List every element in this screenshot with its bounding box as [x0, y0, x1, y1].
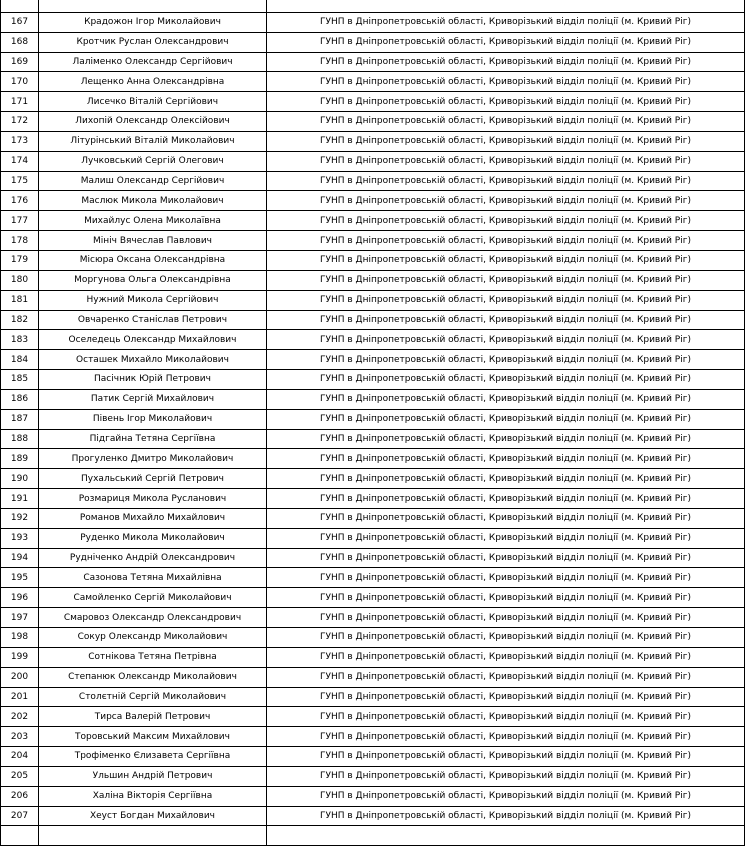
- row-number-cell: 169: [1, 52, 39, 72]
- row-number-cell: 167: [1, 12, 39, 32]
- unit-cell: ГУНП в Дніпропетровській області, Криворізький відділ поліції (м. Кривий Ріг): [267, 608, 745, 628]
- row-number-cell: 177: [1, 211, 39, 231]
- unit-cell: ГУНП в Дніпропетровській області, Криворізький відділ поліції (м. Кривий Ріг): [267, 449, 745, 469]
- full-name-cell: Торовський Максим Михайлович: [39, 727, 267, 747]
- full-name-cell: Сотнікова Тетяна Петрівна: [39, 647, 267, 667]
- row-number-cell: 204: [1, 747, 39, 767]
- row-number-cell: 174: [1, 151, 39, 171]
- full-name-cell: Степанюк Олександр Миколайович: [39, 667, 267, 687]
- full-name-cell: Самойленко Сергій Миколайович: [39, 588, 267, 608]
- row-number-cell: 173: [1, 131, 39, 151]
- table-row: [1, 429, 745, 449]
- unit-cell: ГУНП в Дніпропетровській області, Криворізький відділ поліції (м. Кривий Ріг): [267, 489, 745, 509]
- unit-cell: ГУНП в Дніпропетровській області, Криворізький відділ поліції (м. Кривий Ріг): [267, 112, 745, 132]
- full-name-cell: Руденко Микола Миколайович: [39, 528, 267, 548]
- full-name-cell: Мініч Вячеслав Павлович: [39, 231, 267, 251]
- full-name-cell: Кротчик Руслан Олександрович: [39, 32, 267, 52]
- unit-cell: ГУНП в Дніпропетровській області, Криворізький відділ поліції (м. Кривий Ріг): [267, 647, 745, 667]
- row-number-cell: 194: [1, 548, 39, 568]
- table-body: [1, 0, 745, 846]
- row-number-cell: [1, 0, 39, 12]
- unit-cell: ГУНП в Дніпропетровській області, Криворізький відділ поліції (м. Кривий Ріг): [267, 667, 745, 687]
- row-number-cell: 175: [1, 171, 39, 191]
- table-row-partial-bottom: [1, 826, 745, 846]
- row-number-cell: 179: [1, 250, 39, 270]
- unit-cell: ГУНП в Дніпропетровській області, Криворізький відділ поліції (м. Кривий Ріг): [267, 52, 745, 72]
- full-name-cell: Ульшин Андрій Петрович: [39, 766, 267, 786]
- unit-cell: [267, 826, 745, 846]
- full-name-cell: Смаровоз Олександр Олександрович: [39, 608, 267, 628]
- row-number-cell: 192: [1, 508, 39, 528]
- row-number-cell: 172: [1, 112, 39, 132]
- unit-cell: ГУНП в Дніпропетровській області, Криворізький відділ поліції (м. Кривий Ріг): [267, 310, 745, 330]
- table-row: [1, 727, 745, 747]
- row-number-cell: 199: [1, 647, 39, 667]
- full-name-cell: Сазонова Тетяна Михайлівна: [39, 568, 267, 588]
- unit-cell: ГУНП в Дніпропетровській області, Криворізький відділ поліції (м. Кривий Ріг): [267, 568, 745, 588]
- unit-cell: ГУНП в Дніпропетровській області, Криворізький відділ поліції (м. Кривий Ріг): [267, 191, 745, 211]
- unit-cell: ГУНП в Дніпропетровській області, Криворізький відділ поліції (м. Кривий Ріг): [267, 687, 745, 707]
- row-number-cell: 190: [1, 469, 39, 489]
- table-row: [1, 171, 745, 191]
- table-row: [1, 270, 745, 290]
- unit-cell: ГУНП в Дніпропетровській області, Криворізький відділ поліції (м. Кривий Ріг): [267, 528, 745, 548]
- row-number-cell: 184: [1, 350, 39, 370]
- full-name-cell: Крадожон Ігор Миколайович: [39, 12, 267, 32]
- full-name-cell: Лихопій Олександр Олексійович: [39, 112, 267, 132]
- table-row: [1, 191, 745, 211]
- full-name-cell: Романов Михайло Михайлович: [39, 508, 267, 528]
- row-number-cell: 207: [1, 806, 39, 826]
- unit-cell: ГУНП в Дніпропетровській області, Криворізький відділ поліції (м. Кривий Ріг): [267, 290, 745, 310]
- full-name-cell: [39, 0, 267, 12]
- full-name-cell: Осташек Михайло Миколайович: [39, 350, 267, 370]
- full-name-cell: Столєтній Сергій Миколайович: [39, 687, 267, 707]
- row-number-cell: 170: [1, 72, 39, 92]
- table-row: [1, 489, 745, 509]
- unit-cell: ГУНП в Дніпропетровській області, Криворізький відділ поліції (м. Кривий Ріг): [267, 72, 745, 92]
- table-row: [1, 389, 745, 409]
- full-name-cell: Розмариця Микола Русланович: [39, 489, 267, 509]
- row-number-cell: 189: [1, 449, 39, 469]
- unit-cell: ГУНП в Дніпропетровській області, Криворізький відділ поліції (м. Кривий Ріг): [267, 508, 745, 528]
- unit-cell: ГУНП в Дніпропетровській області, Криворізький відділ поліції (м. Кривий Ріг): [267, 370, 745, 390]
- unit-cell: [267, 0, 745, 12]
- full-name-cell: Лисечко Віталій Сергійович: [39, 92, 267, 112]
- table-row: [1, 211, 745, 231]
- full-name-cell: Моргунова Ольга Олександрівна: [39, 270, 267, 290]
- table-row-partial-top: [1, 0, 745, 12]
- unit-cell: ГУНП в Дніпропетровській області, Криворізький відділ поліції (м. Кривий Ріг): [267, 548, 745, 568]
- unit-cell: ГУНП в Дніпропетровській області, Криворізький відділ поліції (м. Кривий Ріг): [267, 806, 745, 826]
- table-row: [1, 330, 745, 350]
- row-number-cell: 195: [1, 568, 39, 588]
- full-name-cell: Лучковський Сергій Олегович: [39, 151, 267, 171]
- row-number-cell: 180: [1, 270, 39, 290]
- unit-cell: ГУНП в Дніпропетровській області, Криворізький відділ поліції (м. Кривий Ріг): [267, 727, 745, 747]
- row-number-cell: 171: [1, 92, 39, 112]
- row-number-cell: 186: [1, 389, 39, 409]
- unit-cell: ГУНП в Дніпропетровській області, Криворізький відділ поліції (м. Кривий Ріг): [267, 131, 745, 151]
- table-row: [1, 112, 745, 132]
- row-number-cell: 203: [1, 727, 39, 747]
- row-number-cell: 188: [1, 429, 39, 449]
- table-row: [1, 469, 745, 489]
- full-name-cell: Трофіменко Єлизавета Сергіївна: [39, 747, 267, 767]
- unit-cell: ГУНП в Дніпропетровській області, Криворізький відділ поліції (м. Кривий Ріг): [267, 171, 745, 191]
- row-number-cell: 202: [1, 707, 39, 727]
- table-row: [1, 786, 745, 806]
- row-number-cell: 197: [1, 608, 39, 628]
- unit-cell: ГУНП в Дніпропетровській області, Криворізький відділ поліції (м. Кривий Ріг): [267, 151, 745, 171]
- table-row: [1, 608, 745, 628]
- table-row: [1, 548, 745, 568]
- full-name-cell: Півень Ігор Миколайович: [39, 409, 267, 429]
- table-row: [1, 250, 745, 270]
- unit-cell: ГУНП в Дніпропетровській області, Криворізький відділ поліції (м. Кривий Ріг): [267, 231, 745, 251]
- unit-cell: ГУНП в Дніпропетровській області, Криворізький відділ поліції (м. Кривий Ріг): [267, 707, 745, 727]
- table-row: [1, 687, 745, 707]
- unit-cell: ГУНП в Дніпропетровській області, Криворізький відділ поліції (м. Кривий Ріг): [267, 389, 745, 409]
- table-row: [1, 12, 745, 32]
- unit-cell: ГУНП в Дніпропетровській області, Криворізький відділ поліції (м. Кривий Ріг): [267, 628, 745, 648]
- table-row: [1, 409, 745, 429]
- unit-cell: ГУНП в Дніпропетровській області, Криворізький відділ поліції (м. Кривий Ріг): [267, 469, 745, 489]
- table-row: [1, 508, 745, 528]
- table-row: [1, 806, 745, 826]
- row-number-cell: 196: [1, 588, 39, 608]
- unit-cell: ГУНП в Дніпропетровській області, Криворізький відділ поліції (м. Кривий Ріг): [267, 766, 745, 786]
- table-row: [1, 370, 745, 390]
- table-row: [1, 72, 745, 92]
- unit-cell: ГУНП в Дніпропетровській області, Криворізький відділ поліції (м. Кривий Ріг): [267, 429, 745, 449]
- row-number-cell: 176: [1, 191, 39, 211]
- row-number-cell: [1, 826, 39, 846]
- table-row: [1, 32, 745, 52]
- table-row: [1, 52, 745, 72]
- full-name-cell: Літурінський Віталій Миколайович: [39, 131, 267, 151]
- full-name-cell: Місюра Оксана Олександрівна: [39, 250, 267, 270]
- row-number-cell: 206: [1, 786, 39, 806]
- table-row: [1, 449, 745, 469]
- table-row: [1, 707, 745, 727]
- table-row: [1, 747, 745, 767]
- table-row: [1, 290, 745, 310]
- unit-cell: ГУНП в Дніпропетровській області, Криворізький відділ поліції (м. Кривий Ріг): [267, 270, 745, 290]
- full-name-cell: Михайлус Олена Миколаївна: [39, 211, 267, 231]
- full-name-cell: Маслюк Микола Миколайович: [39, 191, 267, 211]
- full-name-cell: Пухальський Сергій Петрович: [39, 469, 267, 489]
- row-number-cell: 200: [1, 667, 39, 687]
- full-name-cell: Нужний Микола Сергійович: [39, 290, 267, 310]
- full-name-cell: Лаліменко Олександр Сергійович: [39, 52, 267, 72]
- full-name-cell: Сокур Олександр Миколайович: [39, 628, 267, 648]
- row-number-cell: 178: [1, 231, 39, 251]
- full-name-cell: Рудніченко Андрій Олександрович: [39, 548, 267, 568]
- table-row: [1, 131, 745, 151]
- unit-cell: ГУНП в Дніпропетровській області, Криворізький відділ поліції (м. Кривий Ріг): [267, 350, 745, 370]
- row-number-cell: 191: [1, 489, 39, 509]
- table-row: [1, 310, 745, 330]
- row-number-cell: 182: [1, 310, 39, 330]
- full-name-cell: Лещенко Анна Олександрівна: [39, 72, 267, 92]
- table-row: [1, 231, 745, 251]
- row-number-cell: 201: [1, 687, 39, 707]
- table-row: [1, 528, 745, 548]
- table-row: [1, 667, 745, 687]
- unit-cell: ГУНП в Дніпропетровській області, Криворізький відділ поліції (м. Кривий Ріг): [267, 92, 745, 112]
- full-name-cell: Патик Сергій Михайлович: [39, 389, 267, 409]
- full-name-cell: Овчаренко Станіслав Петрович: [39, 310, 267, 330]
- full-name-cell: Тирса Валерій Петрович: [39, 707, 267, 727]
- table-row: [1, 588, 745, 608]
- unit-cell: ГУНП в Дніпропетровській області, Криворізький відділ поліції (м. Кривий Ріг): [267, 250, 745, 270]
- full-name-cell: Оселедець Олександр Михайлович: [39, 330, 267, 350]
- full-name-cell: Підгайна Тетяна Сергіївна: [39, 429, 267, 449]
- row-number-cell: 168: [1, 32, 39, 52]
- row-number-cell: 198: [1, 628, 39, 648]
- full-name-cell: Прогуленко Дмитро Миколайович: [39, 449, 267, 469]
- unit-cell: ГУНП в Дніпропетровській області, Криворізький відділ поліції (м. Кривий Ріг): [267, 786, 745, 806]
- unit-cell: ГУНП в Дніпропетровській області, Криворізький відділ поліції (м. Кривий Ріг): [267, 747, 745, 767]
- table-row: [1, 350, 745, 370]
- full-name-cell: Халіна Вікторія Сергіївна: [39, 786, 267, 806]
- unit-cell: ГУНП в Дніпропетровській області, Криворізький відділ поліції (м. Кривий Ріг): [267, 211, 745, 231]
- unit-cell: ГУНП в Дніпропетровській області, Криворізький відділ поліції (м. Кривий Ріг): [267, 32, 745, 52]
- full-name-cell: [39, 826, 267, 846]
- table-row: [1, 766, 745, 786]
- full-name-cell: Пасічник Юрій Петрович: [39, 370, 267, 390]
- row-number-cell: 193: [1, 528, 39, 548]
- row-number-cell: 181: [1, 290, 39, 310]
- row-number-cell: 185: [1, 370, 39, 390]
- table-row: [1, 628, 745, 648]
- row-number-cell: 205: [1, 766, 39, 786]
- table-row: [1, 568, 745, 588]
- table-row: [1, 647, 745, 667]
- table-row: [1, 92, 745, 112]
- row-number-cell: 187: [1, 409, 39, 429]
- table-row: [1, 151, 745, 171]
- full-name-cell: Хеуст Богдан Михайлович: [39, 806, 267, 826]
- full-name-cell: Малиш Олександр Сергійович: [39, 171, 267, 191]
- unit-cell: ГУНП в Дніпропетровській області, Криворізький відділ поліції (м. Кривий Ріг): [267, 12, 745, 32]
- row-number-cell: 183: [1, 330, 39, 350]
- unit-cell: ГУНП в Дніпропетровській області, Криворізький відділ поліції (м. Кривий Ріг): [267, 409, 745, 429]
- unit-cell: ГУНП в Дніпропетровській області, Криворізький відділ поліції (м. Кривий Ріг): [267, 330, 745, 350]
- unit-cell: ГУНП в Дніпропетровській області, Криворізький відділ поліції (м. Кривий Ріг): [267, 588, 745, 608]
